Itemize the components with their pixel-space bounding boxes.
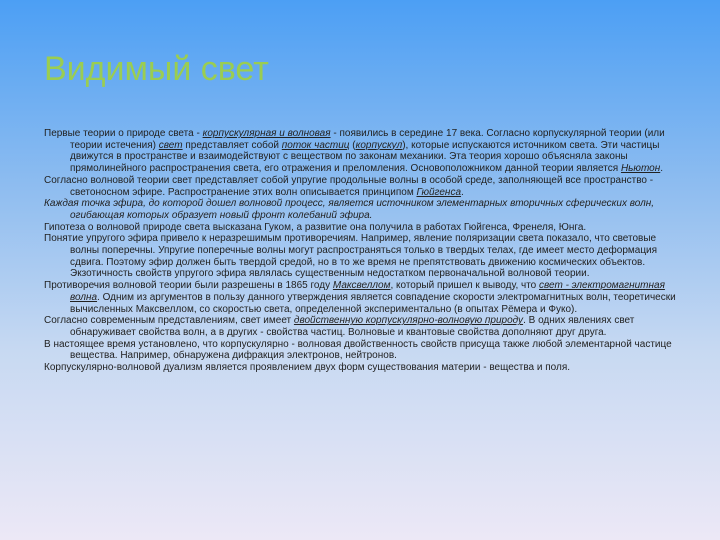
- paragraph-text: ), которые испускаются источником света. Эти частицы движутся в пространстве и взаимодействуют с веществом по законам механики. Эта теория хорошо объясняла законы прямолинейного распространения света, его отражения и преломления. Основоположником данной теории является: [70, 139, 660, 175]
- body-paragraph: [44, 315, 684, 338]
- body-paragraph: [44, 222, 684, 234]
- body-paragraph: [44, 175, 684, 198]
- hyperlink-text[interactable]: свет: [158, 139, 183, 151]
- paragraph-text: .: [660, 163, 664, 175]
- body-paragraph: [44, 280, 684, 315]
- paragraph-text: . Одним из аргументов в пользу данного утверждения является совпадение скорости электромагнитных волн, теоретически вычисленных Максвеллом, со скоростью света, определенной экспериментально (в опытах Рёмера и Фуко).: [70, 291, 676, 315]
- hyperlink-text[interactable]: корпускул: [355, 139, 403, 151]
- paragraph-text: Согласно волновой теории свет представляет собой упругие продольные волны в особой среде, заполняющей все пространство - светоносном эфире. Распространение этих волн описывается принципом: [44, 174, 654, 198]
- paragraph-text: Корпускулярно-волновой дуализм является проявлением двух форм существования материи - вещества и поля.: [44, 362, 571, 374]
- body-paragraph: [44, 362, 684, 374]
- slide-body: [44, 128, 684, 374]
- paragraph-text: Согласно современным представлениям, свет имеет: [44, 315, 294, 327]
- paragraph-text: Противоречия волновой теории были разрешены в 1865 году: [44, 280, 333, 292]
- body-paragraph: [44, 339, 684, 362]
- paragraph-text: представляет собой: [182, 139, 282, 151]
- paragraph-text: Первые теории о природе света -: [44, 128, 203, 139]
- paragraph-text: - появились в середине 17 века. Согласно корпускулярной теории (или теории истечения): [70, 128, 665, 151]
- paragraph-text: , который пришел к выводу, что: [390, 280, 540, 292]
- paragraph-text: .: [461, 186, 464, 198]
- paragraph-text: В настоящее время установлено, что корпускулярно - волновая двойственность свойств присуща также любой элементарной частице вещества. Например, обнаружена дифракция электронов, нейтронов.: [44, 338, 672, 362]
- hyperlink-text[interactable]: двойственную корпускулярно-волновую природу: [293, 315, 524, 327]
- paragraph-text: Понятие упругого эфира привело к неразрешимым противоречиям. Например, явление поляризации света показало, что световые волны поперечны. Упругие поперечные волны могут распространяться только в твердых телах, где имеет место деформация сдвига. Поэтому эфир должен быть твердой средой, но в то же время не препятствовать движению космических объектов. Экзотичность свойств упругого эфира являлась существенным недостатком первоначальной волновой теории.: [44, 233, 658, 280]
- hyperlink-text[interactable]: Гюйгенса: [416, 186, 462, 198]
- hyperlink-text[interactable]: корпускулярная и волновая: [202, 128, 331, 139]
- paragraph-text: Гипотеза о волновой природе света высказана Гуком, а развитие она получила в работах Гюйгенса, Френеля, Юнга.: [44, 221, 587, 233]
- paragraph-text: (: [349, 139, 356, 151]
- hyperlink-text[interactable]: Ньютон: [620, 163, 661, 175]
- body-paragraph: [44, 198, 684, 221]
- body-paragraph: [44, 128, 684, 175]
- hyperlink-text[interactable]: Максвеллом: [332, 280, 391, 292]
- paragraph-text: . В одних явлениях свет обнаруживает свойства волн, а в других - свойства частиц. Волновые и квантовые свойства дополняют друг друга.: [70, 315, 635, 338]
- body-paragraph: [44, 233, 684, 280]
- hyperlink-text[interactable]: свет - электромагнитная волна: [70, 280, 665, 303]
- slide-title: Видимый свет: [44, 50, 269, 88]
- paragraph-text: Каждая точка эфира, до которой дошел волновой процесс, является источником элементарных вторичных сферических волн, огибающая которых образует новый фронт колебаний эфира.: [44, 198, 655, 221]
- hyperlink-text[interactable]: поток частиц: [281, 139, 350, 151]
